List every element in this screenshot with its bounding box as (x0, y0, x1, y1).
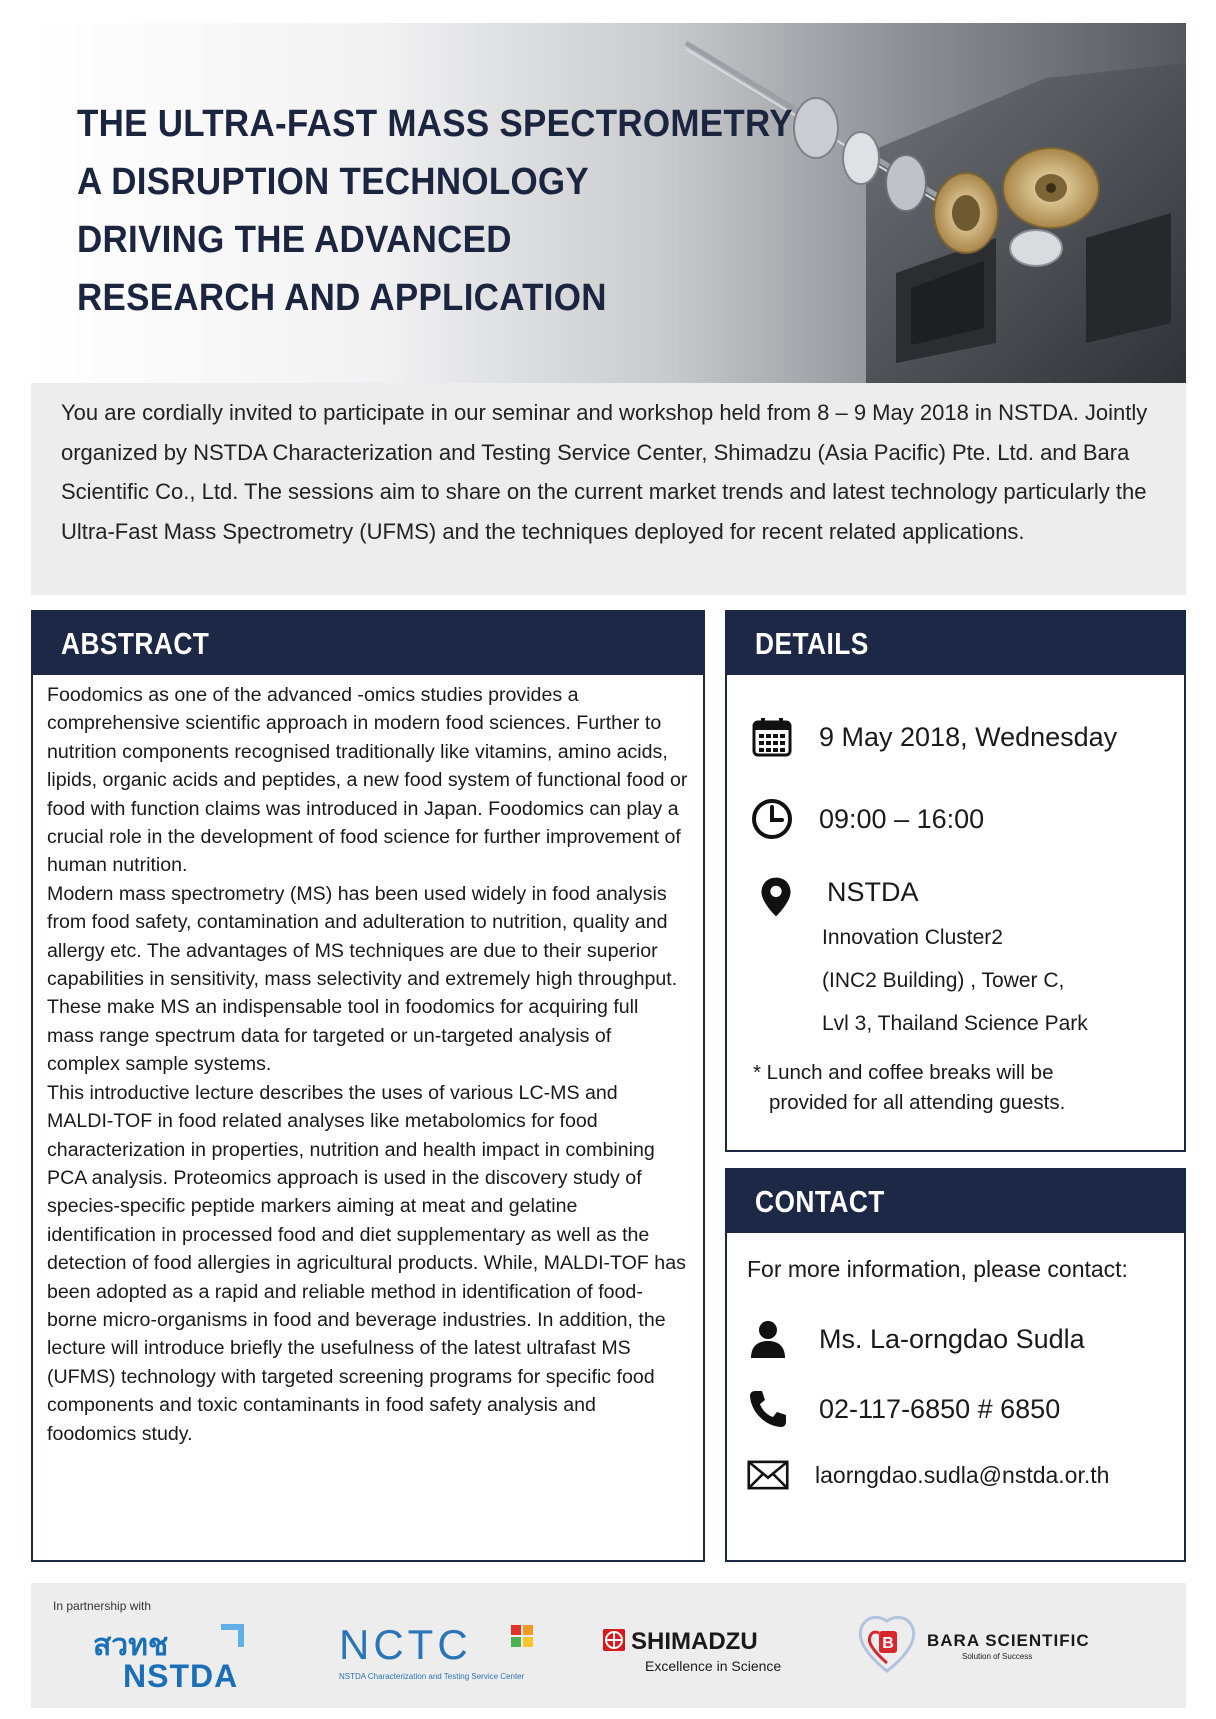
shimadzu-mark (603, 1625, 813, 1685)
bara-subtitle: Solution of Success (962, 1652, 1033, 1661)
shimadzu-subtitle: Excellence in Science (645, 1658, 782, 1674)
nstda-mark (91, 1621, 291, 1691)
person-icon (747, 1318, 789, 1360)
calendar-icon (751, 716, 793, 758)
title-line: RESEARCH AND APPLICATION (77, 277, 607, 319)
nstda-thai-text: สวทช (93, 1629, 169, 1662)
contact-phone: 02-117-6850 # 6850 (819, 1393, 1061, 1424)
note-line: * Lunch and coffee breaks will be (753, 1061, 1054, 1084)
venue-row (755, 876, 919, 918)
title-line: DRIVING THE ADVANCED (77, 219, 512, 261)
time-row (751, 798, 984, 840)
contact-phone-row (747, 1388, 1060, 1430)
nctc-mark (339, 1619, 549, 1689)
mass-spectrometer-illustration (666, 23, 1186, 383)
contact-email[interactable]: laorngdao.sudla@nstda.or.th (815, 1461, 1110, 1488)
nstda-logo (91, 1621, 291, 1691)
bara-scientific-logo (857, 1611, 1157, 1691)
title-line: THE ULTRA-FAST MASS SPECTROMETRY (77, 103, 793, 145)
abstract-paragraph: Foodomics as one of the advanced -omics studies provides a comprehensive scientific approach in modern food sciences. Further to nutrition components recognised traditionally like vitamins, amino acids, lipids, organic acids and peptides, a new food system of functional food or food with function claims was introduced in Japan. Foodomics can play a crucial role in the development of food science for further improvement of human nutrition. (47, 684, 688, 877)
contact-panel (725, 1168, 1186, 1562)
contact-intro: For more information, please contact: (747, 1256, 1128, 1282)
envelope-icon (747, 1454, 789, 1496)
title-line: A DISRUPTION TECHNOLOGY (77, 161, 589, 203)
address-line: Innovation Cluster2 (822, 926, 1003, 949)
abstract-paragraph: This introductive lecture describes the uses of various LC-MS and MALDI-TOF in food related analyses like metabolomics for food characterization in properties, nutrition and health impact in combining PCA analysis. Proteomics approach is used in the discovery study of species-specific peptide markers aiming at meat and gelatine identification in processed food and diet supplementary as well as the detection of food allergies in agricultural products. While, MALDI-TOF has been adopted as a rapid and reliable method in identification of food-borne micro-organisms in food and beverage industries. In addition, the lecture will introduce briefly the usefulness of the latest ultrafast MS (UFMS) technology with targeted screening programs for specific food components and toxic contaminants in food safety analysis and foodomics study. (47, 1081, 686, 1445)
clock-icon (751, 798, 793, 840)
abstract-heading: ABSTRACT (33, 612, 703, 675)
location-pin-icon (755, 876, 797, 918)
contact-name-row (747, 1318, 1085, 1360)
contact-heading: CONTACT (727, 1170, 1184, 1233)
event-venue: NSTDA (827, 876, 919, 907)
date-row (751, 716, 1117, 758)
contact-email-row (747, 1454, 1109, 1496)
details-panel (725, 610, 1186, 1152)
nstda-text: NSTDA (123, 1658, 239, 1691)
abstract-paragraph: Modern mass spectrometry (MS) has been used widely in food analysis from food safety, contamination and adulteration to nutrition, quality and allergy etc. The advantages of MS techniques are due to their superior capabilities in sensitivity, mass selectivity and extremely high throughput. These make MS an indispensable tool in foodomics for acquiring full mass range spectrum data for targeted or un-targeted analysis of complex sample systems. (47, 882, 678, 1076)
bara-mark (857, 1611, 1157, 1691)
hero-banner (31, 23, 1186, 383)
abstract-body (33, 675, 703, 1448)
partners-footer (31, 1583, 1186, 1708)
phone-icon (747, 1388, 789, 1430)
address-line: Lvl 3, Thailand Science Park (822, 1012, 1088, 1035)
event-date: 9 May 2018, Wednesday (819, 721, 1118, 752)
nctc-subtitle: NSTDA Characterization and Testing Service Center (339, 1672, 525, 1681)
abstract-panel (31, 610, 705, 1562)
svg-text:B: B (882, 1635, 894, 1652)
address-line: (INC2 Building) , Tower C, (822, 969, 1065, 992)
contact-name: Ms. La-orngdao Sudla (819, 1323, 1085, 1354)
event-time: 09:00 – 16:00 (819, 803, 985, 834)
bara-text: BARA SCIENTIFIC (927, 1631, 1090, 1650)
page-title (77, 95, 793, 327)
nctc-text: NCTC (339, 1621, 472, 1668)
note-line: provided for all attending guests. (769, 1091, 1066, 1114)
nctc-logo (339, 1619, 549, 1689)
shimadzu-text: SHIMADZU (631, 1628, 758, 1655)
details-heading: DETAILS (727, 612, 1184, 675)
partner-label: In partnership with (53, 1599, 152, 1613)
intro-paragraph: You are cordially invited to participate in our seminar and workshop held from 8 – 9 May 2018 in NSTDA. Jointly organized by NSTDA Characterization and Testing Service Center, Shimadzu (Asia Pacific) Pte. Ltd. and Bara Scientific Co., Ltd. The sessions aim to share on the current market trends and latest technology particularly the Ultra-Fast Mass Spectrometry (UFMS) and the techniques deployed for recent related applications. (31, 383, 1186, 595)
shimadzu-logo (603, 1625, 813, 1685)
